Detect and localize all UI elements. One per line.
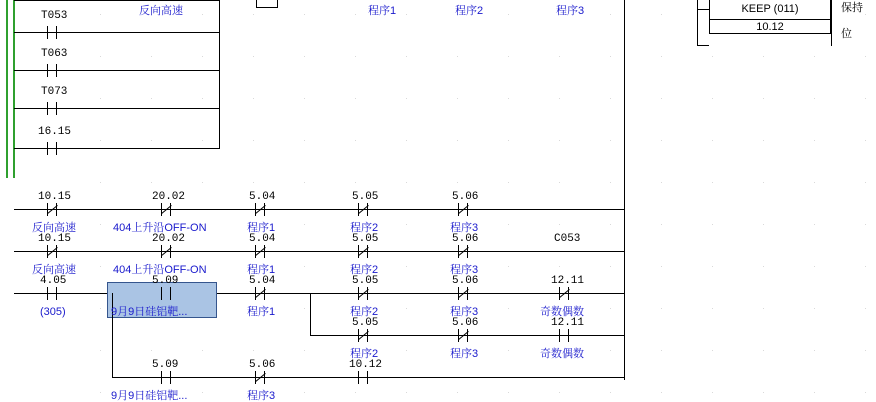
contact-r4-506-address: 5.06 bbox=[452, 317, 479, 329]
contact-r1-506-address: 5.06 bbox=[452, 191, 479, 203]
contact-r1-505-address: 5.05 bbox=[352, 191, 379, 203]
contact-r3-509-label: 9月9日硅铝靶... bbox=[111, 306, 188, 318]
contact-r2-505-label: 程序2 bbox=[350, 264, 379, 276]
contact-r5-509-label: 9月9日硅铝靶... bbox=[111, 390, 188, 402]
contact-r1-506[interactable] bbox=[455, 203, 471, 216]
contact-r3-506[interactable] bbox=[455, 287, 471, 300]
contact-r3-505[interactable] bbox=[355, 287, 371, 300]
wire-rung-1 bbox=[14, 209, 624, 210]
contact-r5-506[interactable] bbox=[252, 371, 268, 384]
wire-keep-input-riser bbox=[697, 0, 698, 46]
contact-r2-505-address: 5.05 bbox=[352, 233, 379, 245]
contact-r5-506-address: 5.06 bbox=[249, 359, 276, 371]
power-rail-left-inner bbox=[13, 0, 15, 178]
contact-r1-2002[interactable] bbox=[158, 203, 174, 216]
contact-r3-506-label: 程序3 bbox=[450, 306, 479, 318]
contact-r2-1015-label: 反向高速 bbox=[32, 264, 76, 276]
contact-r4-1211-address: 12.11 bbox=[551, 317, 585, 329]
contact-r2-504[interactable] bbox=[252, 245, 268, 258]
wire-top-stub-c bbox=[256, 7, 278, 8]
contact-r3-504-address: 5.04 bbox=[249, 275, 276, 287]
contact-r3-504-label: 程序1 bbox=[247, 306, 276, 318]
wire-keep-input bbox=[697, 9, 709, 10]
label-program2-top: 程序2 bbox=[455, 5, 484, 17]
contact-r2-504-address: 5.04 bbox=[249, 233, 276, 245]
contact-r3-405-label: (305) bbox=[40, 306, 66, 318]
contact-t073-address: T073 bbox=[41, 86, 68, 98]
contact-t063[interactable] bbox=[44, 64, 60, 77]
contact-r4-505[interactable] bbox=[355, 329, 371, 342]
contact-r1-505-label: 程序2 bbox=[350, 222, 379, 234]
contact-r1-1015-address: 10.15 bbox=[38, 191, 72, 203]
keep-instruction-block[interactable] bbox=[709, 0, 831, 34]
contact-r3-509[interactable] bbox=[158, 287, 174, 300]
contact-r3-505-label: 程序2 bbox=[350, 306, 379, 318]
keep-block-right-edge bbox=[831, 0, 832, 46]
wire-branch-top bbox=[14, 0, 220, 1]
contact-t053[interactable] bbox=[44, 26, 60, 39]
contact-r3-505-address: 5.05 bbox=[352, 275, 379, 287]
power-rail-left-outer bbox=[6, 0, 8, 178]
label-program1-top: 程序1 bbox=[368, 5, 397, 17]
contact-t063-address: T063 bbox=[41, 48, 68, 60]
contact-r2-2002-label: 404上升沿OFF-ON bbox=[113, 264, 207, 276]
keep-block-divider bbox=[710, 19, 830, 20]
contact-r3-1211-address: 12.11 bbox=[551, 275, 585, 287]
contact-r5-506-label: 程序3 bbox=[247, 390, 276, 402]
contact-r2-c053-address: C053 bbox=[554, 233, 581, 245]
contact-r2-506[interactable] bbox=[455, 245, 471, 258]
contact-r4-505-label: 程序2 bbox=[350, 348, 379, 360]
label-program3-top: 程序3 bbox=[556, 5, 585, 17]
contact-r1-505[interactable] bbox=[355, 203, 371, 216]
contact-t073[interactable] bbox=[44, 102, 60, 115]
contact-r5-509[interactable] bbox=[158, 371, 174, 384]
contact-r2-506-label: 程序3 bbox=[450, 264, 479, 276]
contact-r1-504-label: 程序1 bbox=[247, 222, 276, 234]
contact-t053-address: T053 bbox=[41, 10, 68, 22]
keep-side-label-hold: 保持 bbox=[841, 2, 863, 14]
contact-r5-1012[interactable] bbox=[355, 371, 371, 384]
contact-r3-1211-label: 奇数偶数 bbox=[540, 306, 584, 318]
contact-r1-1015[interactable] bbox=[44, 203, 60, 216]
contact-r3-506-address: 5.06 bbox=[452, 275, 479, 287]
contact-r1-2002-label: 404上升沿OFF-ON bbox=[113, 222, 207, 234]
wire-rung-2 bbox=[14, 251, 624, 252]
contact-r1-1015-label: 反向高速 bbox=[32, 222, 76, 234]
contact-r4-1211[interactable] bbox=[556, 329, 572, 342]
wire-right-bus bbox=[624, 0, 625, 380]
keep-instruction-name: KEEP (011) bbox=[741, 3, 799, 15]
contact-r3-509-address: 5.09 bbox=[152, 275, 179, 287]
wire-rung-3 bbox=[14, 293, 624, 294]
contact-r4-506[interactable] bbox=[455, 329, 471, 342]
contact-1615[interactable] bbox=[44, 142, 60, 155]
contact-r4-1211-label: 奇数偶数 bbox=[540, 348, 584, 360]
contact-r3-504[interactable] bbox=[252, 287, 268, 300]
keep-side-label-bit: 位 bbox=[841, 28, 852, 40]
contact-r2-1015[interactable] bbox=[44, 245, 60, 258]
wire-keep-reset bbox=[697, 45, 709, 46]
contact-r1-506-label: 程序3 bbox=[450, 222, 479, 234]
contact-r2-506-address: 5.06 bbox=[452, 233, 479, 245]
contact-r3-1211[interactable] bbox=[556, 287, 572, 300]
wire-rung-4-riser bbox=[310, 293, 311, 335]
contact-r2-2002-address: 20.02 bbox=[152, 233, 186, 245]
contact-r2-1015-address: 10.15 bbox=[38, 233, 72, 245]
contact-r3-405-address: 4.05 bbox=[40, 275, 67, 287]
contact-1615-address: 16.15 bbox=[38, 126, 72, 138]
contact-r1-504-address: 5.04 bbox=[249, 191, 276, 203]
contact-r1-504[interactable] bbox=[252, 203, 268, 216]
contact-r2-2002[interactable] bbox=[158, 245, 174, 258]
keep-instruction-operand: 10.12 bbox=[756, 21, 784, 33]
contact-r5-509-address: 5.09 bbox=[152, 359, 179, 371]
label-reverse-highspeed-top: 反向高速 bbox=[139, 5, 183, 17]
contact-r3-405[interactable] bbox=[44, 287, 60, 300]
contact-r2-505[interactable] bbox=[355, 245, 371, 258]
contact-r4-506-label: 程序3 bbox=[450, 348, 479, 360]
contact-r2-504-label: 程序1 bbox=[247, 264, 276, 276]
contact-r4-505-address: 5.05 bbox=[352, 317, 379, 329]
wire-branch-bus bbox=[219, 0, 220, 148]
contact-r1-2002-address: 20.02 bbox=[152, 191, 186, 203]
contact-r5-1012-address: 10.12 bbox=[349, 359, 383, 371]
